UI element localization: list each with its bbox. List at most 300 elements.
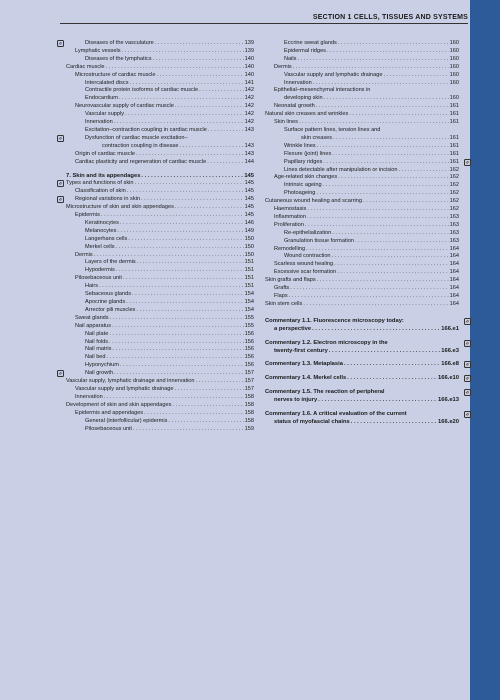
toc-entry-title: Hyponychium [85, 362, 119, 369]
dot-leader [119, 95, 244, 103]
toc-entry-title: Excessive scar formation [274, 269, 337, 276]
toc-entry-title: Merkel cells [85, 243, 115, 250]
toc-entry-title: Nail growth [85, 370, 113, 377]
toc-entry-page: 164 [449, 293, 459, 299]
toc-entry [66, 188, 254, 196]
toc-entry-title: Grafts [274, 285, 290, 292]
toc-entry [265, 361, 459, 369]
toc-entry-title: Innervation [284, 79, 312, 86]
toc-entry-page: 139 [244, 40, 254, 46]
toc-entry-title: Natural skin creases and wrinkles [265, 111, 349, 118]
dot-leader [110, 315, 244, 323]
toc-entry [265, 326, 459, 334]
toc-entry [265, 127, 459, 135]
toc-entry [265, 397, 459, 405]
online-content-icon[interactable] [57, 370, 64, 377]
toc-entry-title: Neurovascular supply of cardiac muscle [75, 103, 174, 110]
toc-entry [66, 426, 254, 434]
toc-entry-page: 160 [449, 95, 459, 102]
toc-entry-page: 142 [244, 111, 254, 118]
toc-entry-title: 7. Skin and its appendages [66, 172, 141, 179]
toc-entry-title: Contractile protein isoforms of cardiac muscle [85, 87, 199, 94]
toc-entry-title: Nail apparatus [75, 322, 112, 329]
toc-entry-title: Hairs [85, 283, 99, 290]
toc-entry-page: 166.e3 [441, 347, 459, 354]
toc-entry-title: skin creases [301, 134, 333, 141]
toc-entry [265, 419, 459, 427]
dot-leader [355, 238, 449, 246]
toc-entry [66, 362, 254, 370]
toc-entry-page: 156 [244, 330, 254, 337]
toc-entry-title: Re-epithelialization [284, 229, 332, 236]
online-content-icon[interactable] [464, 411, 471, 418]
toc-entry-page: 139 [244, 47, 254, 54]
toc-entry [265, 222, 459, 230]
toc-entry-page: 164 [449, 269, 459, 276]
toc-entry-page: 154 [244, 291, 254, 298]
dot-leader [332, 253, 449, 261]
dot-leader [303, 301, 448, 309]
toc-entry-page: 160 [449, 71, 459, 78]
toc-entry-page: 145 [244, 212, 254, 219]
toc-entry [66, 410, 254, 418]
toc-entry [66, 127, 254, 135]
toc-entry-page: 157 [244, 378, 254, 385]
dot-leader [312, 326, 440, 334]
toc-entry-title: Age-related skin changes [274, 174, 338, 181]
toc-entry [265, 230, 459, 238]
dot-leader [144, 410, 244, 418]
toc-entry-title: Pilosebaceous unit [85, 425, 132, 432]
dot-leader [297, 56, 448, 64]
toc-entry-page: 143 [244, 126, 254, 133]
toc-entry-title: Intrinsic ageing [284, 182, 322, 189]
toc-entry [66, 119, 254, 127]
toc-entry-page: 150 [244, 235, 254, 242]
toc-entry [265, 214, 459, 222]
toc-entry [265, 301, 459, 309]
toc-entry [66, 275, 254, 283]
online-content-icon[interactable] [57, 180, 64, 187]
toc-entry-title: Nail matrix [85, 346, 112, 353]
toc-entry [265, 253, 459, 261]
dot-leader [116, 267, 244, 275]
dot-leader [332, 230, 448, 238]
commentary-entry[interactable] [265, 389, 459, 405]
toc-entry [66, 135, 254, 143]
toc-entry [66, 103, 254, 111]
toc-entry-page: 157 [244, 385, 254, 392]
toc-entry-page: 143 [244, 150, 254, 157]
dot-leader [127, 188, 244, 196]
toc-entry-title: Skin grafts and flaps [265, 277, 316, 284]
toc-entry [66, 370, 254, 378]
dot-leader [334, 261, 449, 269]
toc-entry-title: Epidermis and appendages [75, 409, 144, 416]
toc-entry [66, 159, 254, 167]
toc-entry-title: Flexure (joint) lines [284, 150, 332, 157]
dot-leader [338, 174, 449, 182]
toc-entry-page: 164 [449, 261, 459, 268]
toc-entry [66, 56, 254, 64]
toc-entry-page: 154 [244, 299, 254, 305]
dot-leader [199, 87, 243, 95]
toc-entry-title: Classification of skin [75, 188, 126, 195]
dot-leader [101, 212, 244, 220]
toc-entry-title: Apocrine glands [85, 299, 126, 305]
toc-entry-page: 156 [244, 338, 254, 345]
toc-entry-page: 142 [244, 119, 254, 126]
toc-entry-page: 140 [244, 71, 254, 78]
online-content-icon[interactable] [464, 389, 471, 396]
toc-entry-title: Vascular supply and lymphatic drainage [284, 71, 383, 78]
toc-entry [265, 143, 459, 151]
toc-entry-page: 166.e1 [441, 325, 459, 332]
dot-leader [174, 386, 243, 394]
toc-entry-title: Epidermis [75, 212, 100, 219]
toc-entry-title: Lymphatic vessels [75, 47, 121, 54]
toc-entry-page: 143 [244, 142, 254, 149]
toc-entry [66, 267, 254, 275]
online-content-icon[interactable] [464, 361, 471, 368]
toc-entry-page: 158 [244, 409, 254, 416]
toc-entry-title: Lines detectable after manipulation or incision [284, 166, 398, 173]
toc-entry [265, 285, 459, 293]
toc-entry-page: 145 [244, 204, 254, 211]
dot-leader [112, 346, 243, 354]
dot-leader [318, 397, 437, 405]
toc-entry-title: contraction coupling in disease [102, 142, 179, 149]
dot-leader [109, 339, 244, 347]
toc-entry-title: nerves to injury [274, 397, 318, 404]
toc-entry [66, 315, 254, 323]
dot-leader [329, 348, 440, 356]
toc-entry [265, 348, 459, 356]
toc-entry-page: 158 [244, 393, 254, 400]
toc-entry-page: 164 [449, 253, 459, 260]
toc-entry-title: Excitation–contraction coupling in cardiac muscle [85, 126, 207, 133]
toc-entry [265, 87, 459, 95]
toc-entry [66, 111, 254, 119]
dot-leader [117, 228, 243, 236]
toc-entry-title: Wrinkle lines [284, 142, 316, 149]
dot-leader [208, 127, 244, 135]
commentary-entry[interactable] [265, 411, 459, 427]
toc-entry-page: 151 [244, 275, 254, 282]
toc-entry-page: 163 [449, 237, 459, 244]
toc-entry [265, 151, 459, 159]
dot-leader [125, 111, 244, 119]
toc-entry [66, 244, 254, 252]
toc-entry-title: Intercalated discs [85, 79, 129, 86]
toc-entry-page: 166.e20 [438, 418, 459, 425]
dot-leader [133, 426, 244, 434]
toc-entry-title: Neonatal growth [274, 103, 315, 110]
toc-entry-page: 151 [244, 259, 254, 266]
toc-entry-page: 161 [449, 142, 459, 149]
dot-leader [327, 48, 449, 56]
toc-entry-page: 164 [449, 285, 459, 292]
dot-leader [122, 48, 244, 56]
toc-entry-page: 161 [449, 111, 459, 118]
toc-entry-title: Dermis [75, 251, 93, 258]
toc-entry-page: 156 [244, 354, 254, 361]
toc-entry [265, 159, 459, 167]
toc-entry [265, 119, 459, 127]
commentary-title: Commentary 1.5. The reaction of peripheral [265, 389, 385, 396]
toc-entry-title: Nail bed [85, 354, 106, 361]
toc-entry [66, 307, 254, 315]
toc-entry-title: status of myofascial chains [274, 418, 350, 425]
dot-leader [116, 244, 244, 252]
toc-entry-title: Skin stem cells [265, 300, 303, 307]
toc-entry [66, 180, 254, 188]
toc-entry [265, 167, 459, 175]
dot-leader [175, 103, 244, 111]
dot-leader [114, 119, 244, 127]
toc-entry-page: 145 [244, 196, 254, 203]
dot-leader [107, 354, 244, 362]
toc-entry-page: 140 [244, 55, 254, 62]
toc-entry [66, 402, 254, 410]
toc-entry-title: Cutaneous wound healing and scarring [265, 198, 363, 205]
toc-entry-page: 161 [449, 158, 459, 165]
toc-entry-title: Nail plate [85, 330, 109, 337]
dot-leader [130, 80, 244, 88]
toc-entry [265, 95, 459, 103]
toc-entry-title: Granulation tissue formation [284, 237, 354, 244]
online-content-icon[interactable] [57, 196, 64, 203]
toc-entry-page: 142 [244, 95, 254, 102]
toc-entry-page: 164 [449, 277, 459, 284]
online-content-icon[interactable] [464, 159, 471, 166]
toc-entry-title: Sweat glands [75, 314, 109, 321]
commentary-title: Commentary 1.1. Fluorescence microscopy today: [265, 317, 404, 324]
toc-entry-title: Types and functions of skin [66, 180, 134, 187]
toc-entry-page: 164 [449, 245, 459, 252]
dot-leader [323, 159, 448, 167]
toc-entry-page: 156 [244, 346, 254, 353]
toc-entry-title: Flaps [274, 293, 288, 299]
online-content-icon[interactable] [57, 40, 64, 47]
toc-entry-page: 160 [449, 79, 459, 86]
dot-leader [126, 299, 244, 307]
dot-leader [347, 375, 437, 383]
toc-entry-title: Dermis [274, 63, 292, 70]
commentary-entry[interactable] [265, 340, 459, 356]
toc-entry-title: Origin of cardiac muscle [75, 150, 135, 157]
toc-entry [265, 56, 459, 64]
toc-entry [66, 418, 254, 426]
dot-leader [99, 283, 244, 291]
toc-entry [66, 220, 254, 228]
online-content-icon[interactable] [464, 375, 471, 382]
toc-entry-page: 150 [244, 243, 254, 250]
toc-entry-title: Photoageing [284, 190, 316, 197]
dot-leader [196, 378, 244, 386]
toc-entry-page: 161 [449, 150, 459, 157]
toc-entry [66, 339, 254, 347]
toc-entry-page: 157 [244, 370, 254, 377]
toc-entry-title: Skin lines [274, 119, 298, 126]
toc-entry-title: Layers of the dermis [85, 259, 136, 266]
toc-entry [265, 190, 459, 198]
toc-entry-page: 160 [449, 40, 459, 46]
commentary-entry[interactable] [265, 375, 459, 383]
toc-entry-title: Innervation [85, 119, 113, 126]
toc-entry-title: twenty-first century [274, 347, 328, 354]
commentary-list [265, 318, 459, 427]
toc-entry-page: 162 [449, 198, 459, 205]
dot-leader [313, 80, 449, 88]
toc-entry [66, 48, 254, 56]
dot-leader [175, 204, 244, 212]
toc-entry-title: Langerhans cells [85, 235, 128, 242]
dot-leader [344, 361, 440, 369]
toc-entry [66, 151, 254, 159]
toc-entry-page: 158 [244, 417, 254, 424]
toc-entry-title: General (interfollicular) epidermis [85, 417, 168, 424]
commentary-entry[interactable] [265, 361, 459, 369]
dot-leader [153, 56, 244, 64]
toc-entry [66, 212, 254, 220]
toc-entry-page: 166.e10 [438, 375, 459, 382]
toc-entry [265, 261, 459, 269]
dot-leader [399, 167, 449, 175]
toc-entry-page: 161 [449, 134, 459, 141]
toc-entry [265, 206, 459, 214]
toc-entry [265, 111, 459, 119]
toc-entry-page: 145 [244, 180, 254, 187]
dot-leader [123, 275, 244, 283]
dot-leader [323, 182, 449, 190]
toc-entry-page: 159 [244, 425, 254, 432]
toc-entry-title: Cardiac plasticity and regeneration of cardiac muscle [75, 158, 207, 165]
toc-entry-page: 163 [449, 221, 459, 228]
toc-entry-title: Melanocytes [85, 227, 117, 234]
dot-leader [120, 362, 244, 370]
commentary-title: Commentary 1.6. A critical evaluation of the current [265, 411, 407, 418]
toc-entry-title: Papillary ridges [284, 158, 323, 165]
page-edge-tab [470, 0, 500, 700]
toc-entry [66, 204, 254, 212]
toc-entry-title: Sebaceous glands [85, 291, 132, 298]
dot-leader [94, 252, 244, 260]
online-content-icon[interactable] [464, 318, 471, 325]
toc-entry [66, 283, 254, 291]
toc-entry [66, 346, 254, 354]
dot-leader [383, 72, 448, 80]
toc-entry [265, 277, 459, 285]
toc-entry [66, 259, 254, 267]
toc-entry-page: 162 [449, 190, 459, 197]
commentary-title: Commentary 1.2. Electron microscopy in the [265, 339, 388, 346]
toc-entry-title: Inflammation [274, 213, 307, 220]
dot-leader [317, 143, 449, 151]
toc-entry-title: developing skin [284, 95, 323, 102]
toc-entry [66, 64, 254, 72]
toc-entry-title: Hypodermis [85, 267, 115, 274]
dot-leader [104, 394, 244, 402]
dot-leader [316, 190, 448, 198]
toc-entry-page: 146 [244, 219, 254, 226]
toc-entry-page: 166.e13 [438, 397, 459, 404]
toc-entry-page: 158 [244, 401, 254, 408]
toc-entry-title: Surface pattern lines, tension lines and [284, 126, 381, 133]
dot-leader [155, 40, 244, 48]
toc-entry-title: a perspective [274, 325, 312, 332]
dot-leader [207, 159, 243, 167]
toc-entry [66, 87, 254, 95]
dot-leader [333, 135, 449, 143]
dot-leader [112, 323, 244, 331]
dot-leader [299, 119, 449, 127]
toc-entry [265, 48, 459, 56]
toc-entry-title: Pilosebaceous unit [75, 275, 122, 282]
toc-entry-title: Innervation [75, 393, 103, 400]
dot-leader [109, 331, 243, 339]
dot-leader [363, 198, 449, 206]
commentary-entry[interactable] [265, 318, 459, 334]
toc-entry-page: 163 [449, 229, 459, 236]
dot-leader [180, 143, 244, 151]
toc-entry-page: 161 [449, 119, 459, 126]
toc-entry-page: 145 [244, 188, 254, 195]
toc-entry-title: Scarless wound healing [274, 261, 334, 268]
toc-entry-title: Remodelling [274, 245, 306, 252]
toc-entry-title: Haemostasis [274, 206, 307, 213]
toc-entry-title: Proliferation [274, 221, 304, 228]
dot-leader [136, 307, 243, 315]
toc-entry-page: 163 [449, 213, 459, 220]
toc-entry-page: 149 [244, 227, 254, 234]
toc-entry-title: Nail folds [85, 338, 109, 345]
toc-entry [66, 299, 254, 307]
toc-entry-page: 142 [244, 87, 254, 94]
dot-leader [337, 269, 448, 277]
toc-entry-title: Vascular supply, lymphatic drainage and innervation [66, 378, 195, 385]
dot-leader [114, 370, 244, 378]
toc-entry [66, 95, 254, 103]
dot-leader [305, 222, 449, 230]
toc-entry-title: Microstructure of cardiac muscle [75, 71, 156, 78]
toc-entry-page: 156 [244, 362, 254, 369]
toc-entry [66, 72, 254, 80]
dot-leader [157, 72, 244, 80]
dot-leader [172, 402, 243, 410]
toc-entry-page: 160 [449, 63, 459, 70]
dot-leader [132, 291, 244, 299]
toc-entry-page: 162 [449, 182, 459, 189]
dot-leader [349, 111, 448, 119]
toc-entry [265, 269, 459, 277]
dot-leader [324, 95, 449, 103]
dot-leader [351, 419, 437, 427]
toc-entry-title: Diseases of the vasculature [85, 40, 154, 46]
toc-entry [265, 72, 459, 80]
dot-leader [136, 151, 244, 159]
toc-entry [265, 135, 459, 143]
toc-entry [66, 331, 254, 339]
online-content-icon[interactable] [57, 135, 64, 142]
toc-entry-title: Cardiac muscle [66, 63, 105, 70]
dot-leader [134, 180, 243, 188]
online-content-icon[interactable] [464, 340, 471, 347]
toc-entry [66, 80, 254, 88]
toc-entry [265, 246, 459, 254]
toc-entry-page: 141 [244, 79, 254, 86]
dot-leader [106, 64, 244, 72]
